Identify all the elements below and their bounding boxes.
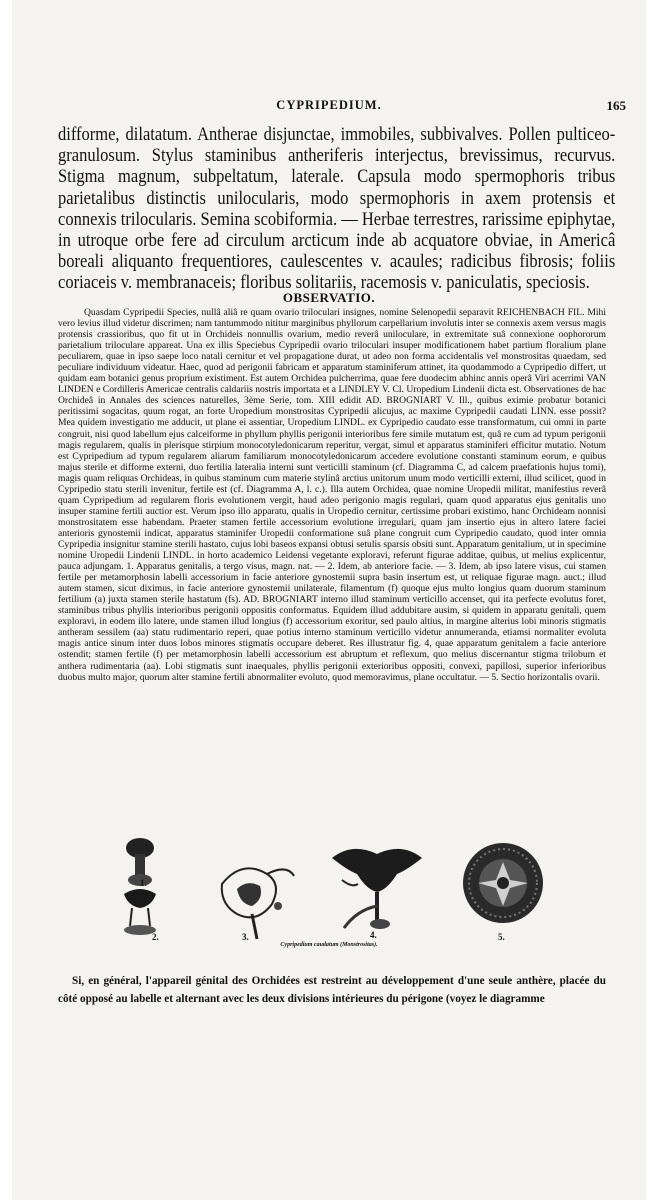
- page-number: 165: [606, 98, 626, 113]
- figure-label: 2.: [152, 932, 159, 942]
- french-commentary: [58, 973, 606, 1008]
- figure-1-2-illustration: [102, 834, 182, 944]
- figure-4-illustration: [322, 840, 432, 940]
- figure-5-illustration: [460, 840, 546, 926]
- book-page: [12, 0, 646, 1200]
- figure-label: 5.: [498, 932, 505, 942]
- running-title: CYPRIPEDIUM.: [276, 98, 382, 112]
- figure-label: 4.: [370, 930, 377, 940]
- figure-label: 3.: [242, 932, 249, 942]
- french-paragraph: Si, en général, l'appareil génital des Orchidées est restreint au développement d'une seule anthère, placée du côté opposé au labelle et alternant avec les deux divisions intérieures du périgone (voyez le diagramme: [58, 975, 606, 1005]
- figure-caption: Cypripedium caudatum (Monstrositas).: [280, 942, 378, 948]
- observatio-body: [58, 307, 606, 683]
- running-header: [12, 98, 646, 120]
- observatio-paragraph: Quasdam Cypripedii Species, nullâ aliâ re quam ovario triloculari insignes, nomine Selenopedii separavit REICHENBACH FIL. Mihi vero levius illud videtur discrimen; nam tantummodo nititur marginibus phyllorum carpellarium involutis inter se connexis axem versus magis protensis crassioribus, quo fit ut in Orchideis nonnullis ovarium, medio reverâ uniloculare, in extremitate suâ connexione oophororum parietalium triloculare appareat. Una ex illis Speciebus Cypripedii ovario triloculari insuper modificationem habet partium floralium plane peculiarem, quae in ipso saepe loco natali cernitur et vel propagatione durat, ut adeo non forma accidentalis vel monstrositas quaedam, sed peculiare individuum videatur. Haec, quod ad perigonii fabricam et apparatum staminiferum attinet, ita quodammodo a Cypripedio differt, ut quidam eam botanici genus proprium existiment. Est autem Orchidea pulcherrima, quae fere duodecim abhinc annis operâ Viri acerrimi VAN LINDEN e Cordilleris Americae centralis caldariis nostris importata et a LINDLEY V. Cl. Uropedium Lindenii dicta est. Observationes de hac Orchideâ in Annales des sciences naturelles, 3ème Serie, tom. XIII edidit AD. BROGNIART V. Ill., quibus eximie probatur botanici peritissimi sogacitas, quum rogat, an forte Uropedium monstrositas Cypripedii alicujus, ac maxime Cypripedii caudati LINN. esse possit? Mea quidem investigatio me adducit, ut plane ei assentiar, Uropedium LINDL. ex Cypripedio caudato esse transformatum, cui omni in parte congruit, nisi quod labellum ejus calceiforme in phyllum phyllis perigonii interioribus fere simile mutatum est, quâ re cum ad typum perigonii magis regularem, qualis in plerisque stirpium monocotyledonicarum reperitur, vergat, simul et apparatus staminiferi efficitur mutatio. Notum est Cypripedium ad typum regularem aliarum familiarum monocotyledonicarum accedere evolutione constanti staminum eorum, e quibus majus sterile et difforme externi, duo fertilia lateralia interni sunt verticilli staminum (cf. Diagramma C, ad calcem praefationis hujus tomi), magis quam reliquas Orchideas, in quibus staminum cum materie stylinâ arctius unitorum unum modo verticilli externi, illud scilicet, quod in Cypripedio statu sterili invenitur, fertile est (cf. Diagramma A, l. c.). Illa autem Orchidea, quae nomine Uropedii militat, manifestius reverâ quam Cypripedium ad regularem floris evolutionem vergit, haud adeo perigonio magis regulari, quam quod apparatus ejus genitalis uno insuper stamine fertili auctior est. Verum ipso illo apparatu, qualis in Uropedio cernitur, certissime probari existimo, hanc Orchideam nonnisi monstrositatem esse habendam. Praeter stamen fertile accessorium evolutione irregulari, quam jam insertio ejus in altero latere faciei anterioris gynostemii indicat, apparatus staminifer Uropedii conformatione suâ plane congruit cum Cypripedio caudato, quod inter omnia Cypripedia insignitur stamine sterili hastato, cujus lobi baseos expansi obtusi setulis sparsis obsiti sunt. Apparatum genitalium, ut in specimine nomine Uropedii Lindenii LINDL. in horto academico Leidensi vegetante exploravi, referunt figurae additae, quibus, ut melius explicentur, pauca adjungam. 1. Apparatus genitalis, a tergo visus, magn. nat. — 2. Idem, ab anteriore facie. — 3. Idem, ab ipso latere visus, cui stamen fertile per metamorphosin labelli accessorium in facie anteriore gynostemii supra basin insertum est, ut reliquae figurae magn. auct.; illud autem stamen, sicut diximus, in facie anteriore gynostemii unilaterale, filamentum (f) quoque ejus multo longius quam duorum staminum fertilium (a) juxta stamen sterile hastatum (fs). AD. BROGNIART interno illud staminum verticillo accenset, qui ita perfecte evolutus foret, staminibus tribus phyllis interioribus perigonii oppositis conformatus. Equidem illud addubitare ausim, si quidem in apparatu genitali, quem exploravi, in eodem illo latere, unde stamen illud longius (f) accessorium exoritur, sed paulo altius, in margine alterius lobi minoris stigmatis antheram sessilem (aa) statu rudimentario reperi, quae potius interno staminum verticillo videtur annumeranda, etiamsi normaliter evoluta magis antice sinum inter duos lobos minores stigmatis occupare deberet. Res illustratur fig. 4, quae apparatum genitalem a facie anteriore ostendit; stamen fertile (f) per metamorphosin labelli accessorium est abruptum et reflexum, quo melius discernantur stigma trilobum et anthera rudimentaria (aa). Lobi stigmatis sunt inaequales, phyllis perigonii exterioribus oppositi, convexi, papillosi, superior inferioribus duobus multo major, quorum alter stamine fertili abnormaliter evoluto, quod memoravimus, plane occultatur. — 5. Sectio horizontalis ovarii.: [58, 307, 606, 683]
- figure-label: 1.: [140, 878, 147, 888]
- description-paragraph: difforme, dilatatum. Antherae disjunctae, immobiles, subbivalves. Pollen pulticeo-granulosum. Stylus staminibus antheriferis interjectus, brevissimus, recurvus. Stigma magnum, subpeltatum, laterale. Capsula modo spermophoris tribus parietalibus distinctis unilocularis, modo spermophoris in axem protensis et connexis trilocularis. Semina scobiformia. — Herbae terrestres, rarissime epiphytae, in utroque orbe fere ad circulum arcticum inde ab acquatore obviae, in Americâ boreali aliquanto frequentiores, caulescentes v. acaules; radicibus fibrosis; foliis coriaceis v. membranaceis; floribus solitariis, racemosis v. paniculatis, speciosis.: [58, 124, 616, 294]
- observatio-heading: OBSERVATIO.: [282, 290, 376, 305]
- figure-3-illustration: [212, 854, 302, 944]
- genus-description: [58, 124, 615, 294]
